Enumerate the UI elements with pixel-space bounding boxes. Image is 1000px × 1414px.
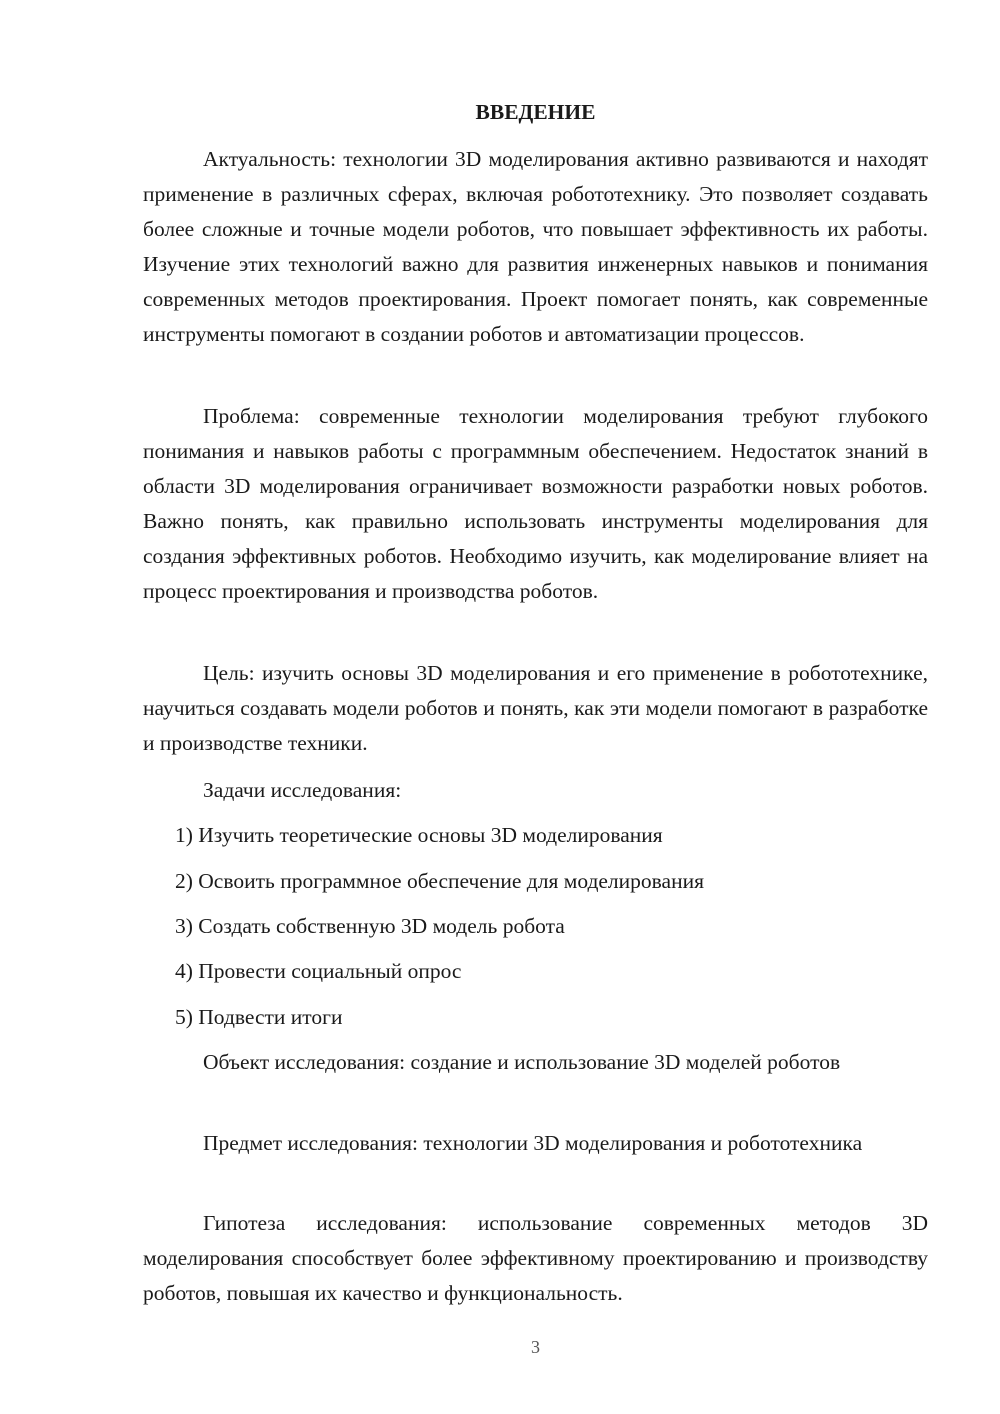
task-item-4: 4) Провести социальный опрос (175, 959, 462, 983)
tasks-heading: Задачи исследования: (203, 778, 402, 802)
goal-paragraph: Цель: изучить основы 3D моделирования и его применение в робототехнике, научиться создавать модели роботов и понять, как эти модели помогают в разработке и производстве техники. (143, 661, 928, 755)
section-heading: ВВЕДЕНИЕ (475, 100, 596, 124)
task-item-5: 5) Подвести итоги (175, 1005, 343, 1029)
page-number: 3 (531, 1337, 540, 1357)
relevance-paragraph: Актуальность: технологии 3D моделирования активно развиваются и находят применение в различных сферах, включая робототехнику. Это позволяет создавать более сложные и точные модели роботов, что повышает эффективность их работы. Изучение этих технологий важно для развития инженерных навыков и понимания современных методов проектирования. Проект помогает понять, как современные инструменты помогают в создании роботов и автоматизации процессов. (143, 147, 928, 346)
problem-paragraph: Проблема: современные технологии моделирования требуют глубокого понимания и навыков работы с программным обеспечением. Недостаток знаний в области 3D моделирования ограничивает возможности разработки новых роботов. Важно понять, как правильно использовать инструменты моделирования для создания эффективных роботов. Необходимо изучить, как моделирование влияет на процесс проектирования и производства роботов. (143, 404, 928, 603)
document-page (143, 0, 928, 1414)
subject-paragraph: Предмет исследования: технологии 3D моделирования и робототехника (203, 1131, 863, 1155)
hypothesis-paragraph: Гипотеза исследования: использование современных методов 3D моделирования способствует более эффективному проектированию и производству роботов, повышая их качество и функциональность. (143, 1211, 928, 1305)
object-paragraph: Объект исследования: создание и использование 3D моделей роботов (203, 1050, 841, 1074)
task-item-2: 2) Освоить программное обеспечение для моделирования (175, 869, 704, 893)
task-item-1: 1) Изучить теоретические основы 3D моделирования (175, 823, 663, 847)
task-item-3: 3) Создать собственную 3D модель робота (175, 914, 565, 938)
